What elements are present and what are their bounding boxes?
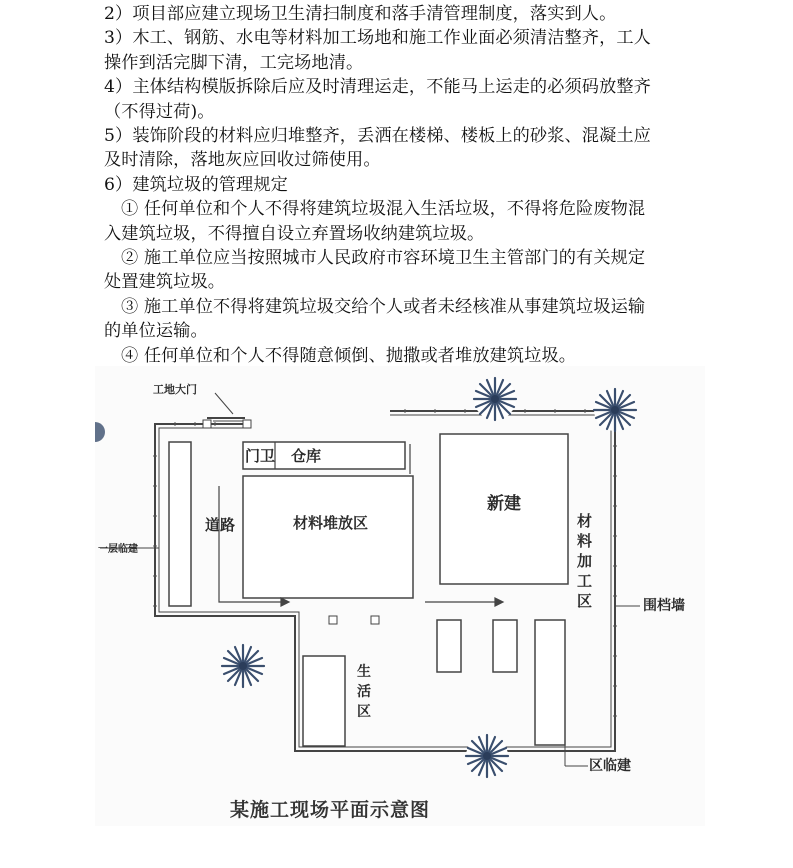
shed-1: [437, 620, 461, 672]
paragraph-line: 的单位运输。: [104, 321, 208, 342]
label-new-building: 新建: [487, 494, 521, 514]
temp-building-strip: [169, 442, 191, 606]
figure-caption: 某施工现场平面示意图: [230, 799, 431, 821]
paragraph-line: 4）主体结构模版拆除后应及时清理运走，不能马上运走的必须码放整齐: [104, 77, 651, 98]
label-temp-building: 一层临建: [98, 544, 138, 555]
tree-icon: [466, 735, 508, 777]
paragraph-line: ① 任何单位和个人不得将建筑垃圾混入生活垃圾，不得将危险废物混: [121, 199, 646, 220]
paragraph-line: （不得过荷)。: [104, 101, 215, 122]
label-warehouse: 仓库: [291, 447, 322, 465]
tree-icon: [594, 389, 636, 431]
paragraph-line: ④ 任何单位和个人不得随意倾倒、抛撒或者堆放建筑垃圾。: [121, 345, 577, 366]
living-area-block: [303, 656, 345, 746]
shed-2: [493, 620, 517, 672]
label-living: 生活区: [357, 664, 371, 720]
label-road: 道路: [205, 516, 236, 534]
label-enclosure: 围档墙: [643, 598, 685, 614]
tree-icon: [222, 645, 264, 687]
paragraph-line: ② 施工单位应当按照城市人民政府市容环境卫生主管部门的有关规定: [121, 248, 646, 269]
label-processing: 材料加工区: [577, 512, 593, 610]
paragraph-line: 5）装饰阶段的材料应归堆整齐，丢洒在楼梯、楼板上的砂浆、混凝土应: [104, 126, 651, 147]
paragraph-line: 6）建筑垃圾的管理规定: [104, 174, 288, 195]
tree-icon: [474, 378, 516, 420]
text-block: [104, 2, 704, 368]
paragraph-line: 及时清除，落地灰应回收过筛使用。: [104, 150, 381, 171]
site-plan-drawing: [95, 366, 705, 826]
paragraph-line: 3）木工、钢筋、水电等材料加工场地和施工作业面必须清洁整齐，工人: [104, 28, 651, 49]
label-temp-area: 区临建: [589, 758, 631, 774]
paragraph-line: 处置建筑垃圾。: [104, 272, 226, 293]
site-plan-figure: [95, 366, 705, 826]
label-gate: 工地大门: [153, 383, 197, 396]
label-guard: 门卫: [245, 447, 276, 465]
paragraph-line: 2）项目部应建立现场卫生清扫制度和落手清管理制度，落实到人。: [104, 4, 617, 24]
shed-3: [535, 620, 565, 745]
paragraph-line: 入建筑垃圾，不得擅自设立弃置场收纳建筑垃圾。: [104, 223, 485, 244]
label-material-yard: 材料堆放区: [293, 514, 369, 532]
material-yard: [243, 476, 413, 598]
paragraph-line: ③ 施工单位不得将建筑垃圾交给个人或者未经核准从事建筑垃圾运输: [121, 296, 646, 317]
paragraph-line: 操作到活完脚下清，工完场地清。: [104, 52, 364, 73]
